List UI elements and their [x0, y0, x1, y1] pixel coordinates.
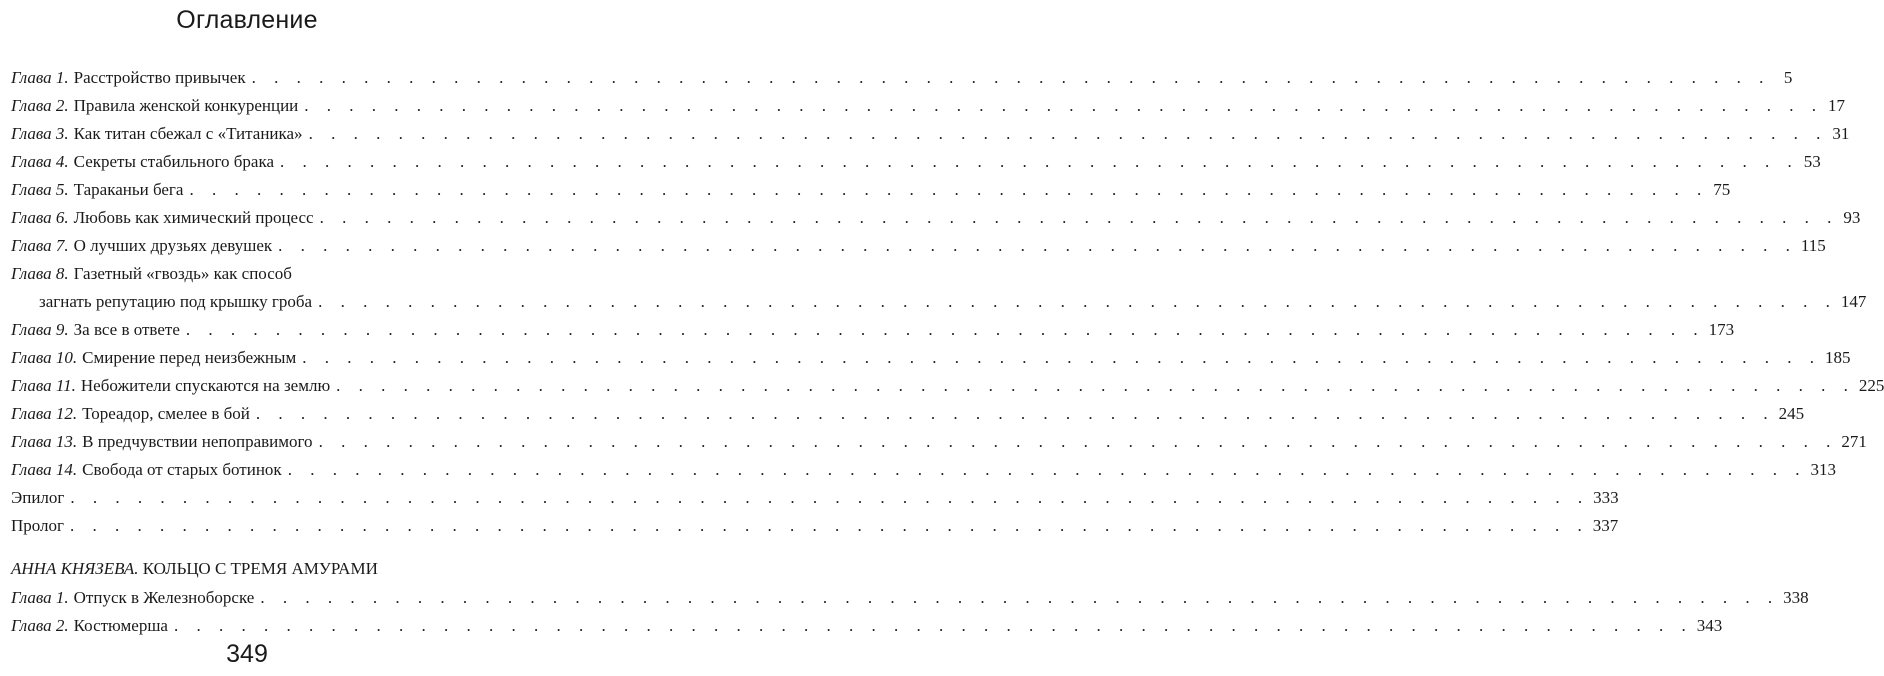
page-reference: 53 — [1803, 152, 1821, 171]
chapter-title: Свобода от старых ботинок — [82, 460, 282, 479]
toc-entry[interactable] — [11, 64, 1793, 92]
page-reference: 17 — [1828, 96, 1846, 115]
chapter-number: Глава 2. — [11, 616, 69, 635]
chapter-title: В предчувствии непоправимого — [82, 432, 313, 451]
chapter-number: Глава 7. — [11, 236, 69, 255]
toc-entry[interactable] — [11, 316, 1735, 344]
dot-leader: . . . . . . . . . . . . . . . . . . . . . . . . . . . . . . . . . . . . . . . . . . . . . . . . . . . . . . . . . . . . . . . . . . . . — [302, 348, 1821, 367]
toc-entry-line — [11, 288, 1867, 316]
dot-leader: . . . . . . . . . . . . . . . . . . . . . . . . . . . . . . . . . . . . . . . . . . . . . . . . . . . . . . . . . . . . . . . . . . . . — [278, 236, 1797, 255]
dot-leader: . . . . . . . . . . . . . . . . . . . . . . . . . . . . . . . . . . . . . . . . . . . . . . . . . . . . . . . . . . . . . . . . . . . . — [185, 320, 1705, 339]
chapter-number: Глава 14. — [11, 460, 78, 479]
toc-entry[interactable] — [11, 456, 1836, 484]
dot-leader: . . . . . . . . . . . . . . . . . . . . . . . . . . . . . . . . . . . . . . . . . . . . . . . . . . . . . . . . . . . . . . . . . . . . — [189, 180, 1709, 199]
dot-leader: . . . . . . . . . . . . . . . . . . . . . . . . . . . . . . . . . . . . . . . . . . . . . . . . . . . . . . . . . . . . . . . . . . . . — [336, 376, 1855, 395]
toc-entry[interactable] — [11, 344, 1851, 372]
page-reference: 225 — [1858, 376, 1884, 395]
chapter-number: Глава 11. — [11, 376, 76, 395]
toc-entry-line — [11, 260, 485, 288]
toc-entry[interactable] — [11, 232, 1826, 260]
page-reference: 245 — [1778, 404, 1805, 423]
page-reference: 271 — [1841, 432, 1867, 451]
chapter-title: Расстройство привычек — [73, 68, 246, 87]
dot-leader: . . . . . . . . . . . . . . . . . . . . . . . . . . . . . . . . . . . . . . . . . . . . . . . . . . . . . . . . . . . . . . . . . . . . — [260, 588, 1780, 607]
section-heading — [11, 554, 485, 584]
toc-entry[interactable] — [11, 120, 1850, 148]
page-reference: 93 — [1843, 208, 1861, 227]
page-reference: 343 — [1696, 616, 1723, 635]
page-reference: 173 — [1708, 320, 1735, 339]
chapter-number: Глава 8. — [11, 264, 69, 283]
chapter-number: Глава 13. — [11, 432, 78, 451]
chapter-title: Небожители спускаются на землю — [80, 376, 331, 395]
section-entries — [11, 584, 1809, 640]
dot-leader: . . . . . . . . . . . . . . . . . . . . . . . . . . . . . . . . . . . . . . . . . . . . . . . . . . . . . . . . . . . . . . . . . . . . — [255, 404, 1775, 423]
page-reference: 313 — [1810, 460, 1836, 479]
page-reference: 338 — [1783, 588, 1809, 607]
page-number: 349 — [226, 640, 268, 668]
chapter-number: Глава 9. — [11, 320, 69, 339]
chapter-title: Как титан сбежал с «Титаника» — [73, 124, 303, 143]
toc-entry[interactable] — [11, 400, 1805, 428]
chapter-number: Глава 5. — [11, 180, 69, 199]
chapter-title: Секреты стабильного брака — [73, 152, 275, 171]
table-of-contents — [11, 64, 1884, 640]
chapter-number: Глава 1. — [11, 68, 69, 87]
dot-leader: . . . . . . . . . . . . . . . . . . . . . . . . . . . . . . . . . . . . . . . . . . . . . . . . . . . . . . . . . . . . . . . . . . . . — [304, 96, 1824, 115]
chapter-title: Газетный «гвоздь» как способ — [73, 264, 292, 283]
toc-entry[interactable] — [11, 584, 1809, 612]
chapter-title: Пролог — [11, 516, 65, 535]
page-reference: 31 — [1832, 124, 1850, 143]
chapter-title: Костюмерша — [73, 616, 168, 635]
toc-entry[interactable] — [11, 512, 1619, 540]
chapter-number: Глава 1. — [11, 588, 69, 607]
page-reference: 115 — [1800, 236, 1826, 255]
dot-leader: . . . . . . . . . . . . . . . . . . . . . . . . . . . . . . . . . . . . . . . . . . . . . . . . . . . . . . . . . . . . . . . . . . . . — [280, 152, 1799, 171]
chapter-title: Тореадор, смелее в бой — [82, 404, 250, 423]
toc-entry[interactable] — [11, 428, 1867, 456]
chapter-title: Отпуск в Железноборске — [73, 588, 255, 607]
chapter-number: Глава 2. — [11, 96, 69, 115]
section-author: АННА КНЯЗЕВА. — [11, 559, 139, 578]
chapter-title: О лучших друзьях девушек — [73, 236, 273, 255]
toc-entry[interactable] — [11, 176, 1731, 204]
dot-leader: . . . . . . . . . . . . . . . . . . . . . . . . . . . . . . . . . . . . . . . . . . . . . . . . . . . . . . . . . . . . . . . . . . . . — [173, 616, 1693, 635]
chapter-title: За все в ответе — [73, 320, 180, 339]
page-reference: 75 — [1713, 180, 1731, 199]
dot-leader: . . . . . . . . . . . . . . . . . . . . . . . . . . . . . . . . . . . . . . . . . . . . . . . . . . . . . . . . . . . . . . . . . . . . — [251, 68, 1771, 87]
chapter-title: Смирение перед неизбежным — [82, 348, 297, 367]
dot-leader: . . . . . . . . . . . . . . . . . . . . . . . . . . . . . . . . . . . . . . . . . . . . . . . . . . . . . . . . . . . . . . . . . . . . — [287, 460, 1807, 479]
chapter-number: Глава 6. — [11, 208, 69, 227]
toc-entry[interactable] — [11, 484, 1619, 512]
chapter-title-continued: загнать репутацию под крышку гроба — [39, 292, 313, 311]
chapter-title: Правила женской конкуренции — [73, 96, 299, 115]
toc-entry[interactable] — [11, 260, 1867, 316]
toc-entry[interactable] — [11, 612, 1723, 640]
dot-leader: . . . . . . . . . . . . . . . . . . . . . . . . . . . . . . . . . . . . . . . . . . . . . . . . . . . . . . . . . . . . . . . . . . . . — [318, 432, 1838, 451]
dot-leader: . . . . . . . . . . . . . . . . . . . . . . . . . . . . . . . . . . . . . . . . . . . . . . . . . . . . . . . . . . . . . . . . . . . . — [70, 516, 1589, 535]
dot-leader: . . . . . . . . . . . . . . . . . . . . . . . . . . . . . . . . . . . . . . . . . . . . . . . . . . . . . . . . . . . . . . . . . . . . — [319, 208, 1839, 227]
chapter-title: Любовь как химический процесс — [73, 208, 314, 227]
chapter-number: Глава 4. — [11, 152, 69, 171]
section-title: КОЛЬЦО С ТРЕМЯ АМУРАМИ — [142, 559, 378, 578]
dot-leader: . . . . . . . . . . . . . . . . . . . . . . . . . . . . . . . . . . . . . . . . . . . . . . . . . . . . . . . . . . . . . . . . . . . . — [308, 124, 1828, 143]
page-reference: 5 — [1783, 68, 1793, 87]
toc-entry[interactable] — [11, 148, 1821, 176]
chapter-number: Глава 3. — [11, 124, 69, 143]
dot-leader: . . . . . . . . . . . . . . . . . . . . . . . . . . . . . . . . . . . . . . . . . . . . . . . . . . . . . . . . . . . . . . . . . . . . — [70, 488, 1590, 507]
toc-entry[interactable] — [11, 204, 1861, 232]
dot-leader: . . . . . . . . . . . . . . . . . . . . . . . . . . . . . . . . . . . . . . . . . . . . . . . . . . . . . . . . . . . . . . . . . . . . — [318, 292, 1837, 311]
toc-entry[interactable] — [11, 92, 1846, 120]
page-reference: 147 — [1840, 292, 1867, 311]
chapter-number: Глава 10. — [11, 348, 78, 367]
chapter-title: Тараканьи бега — [73, 180, 184, 199]
page-reference: 333 — [1593, 488, 1619, 507]
page-title: Оглавление — [176, 6, 318, 34]
page-reference: 337 — [1592, 516, 1619, 535]
toc-entry[interactable] — [11, 372, 1884, 400]
page-reference: 185 — [1824, 348, 1851, 367]
chapter-number: Глава 12. — [11, 404, 78, 423]
chapter-title: Эпилог — [11, 488, 65, 507]
toc-entries — [11, 64, 1884, 540]
